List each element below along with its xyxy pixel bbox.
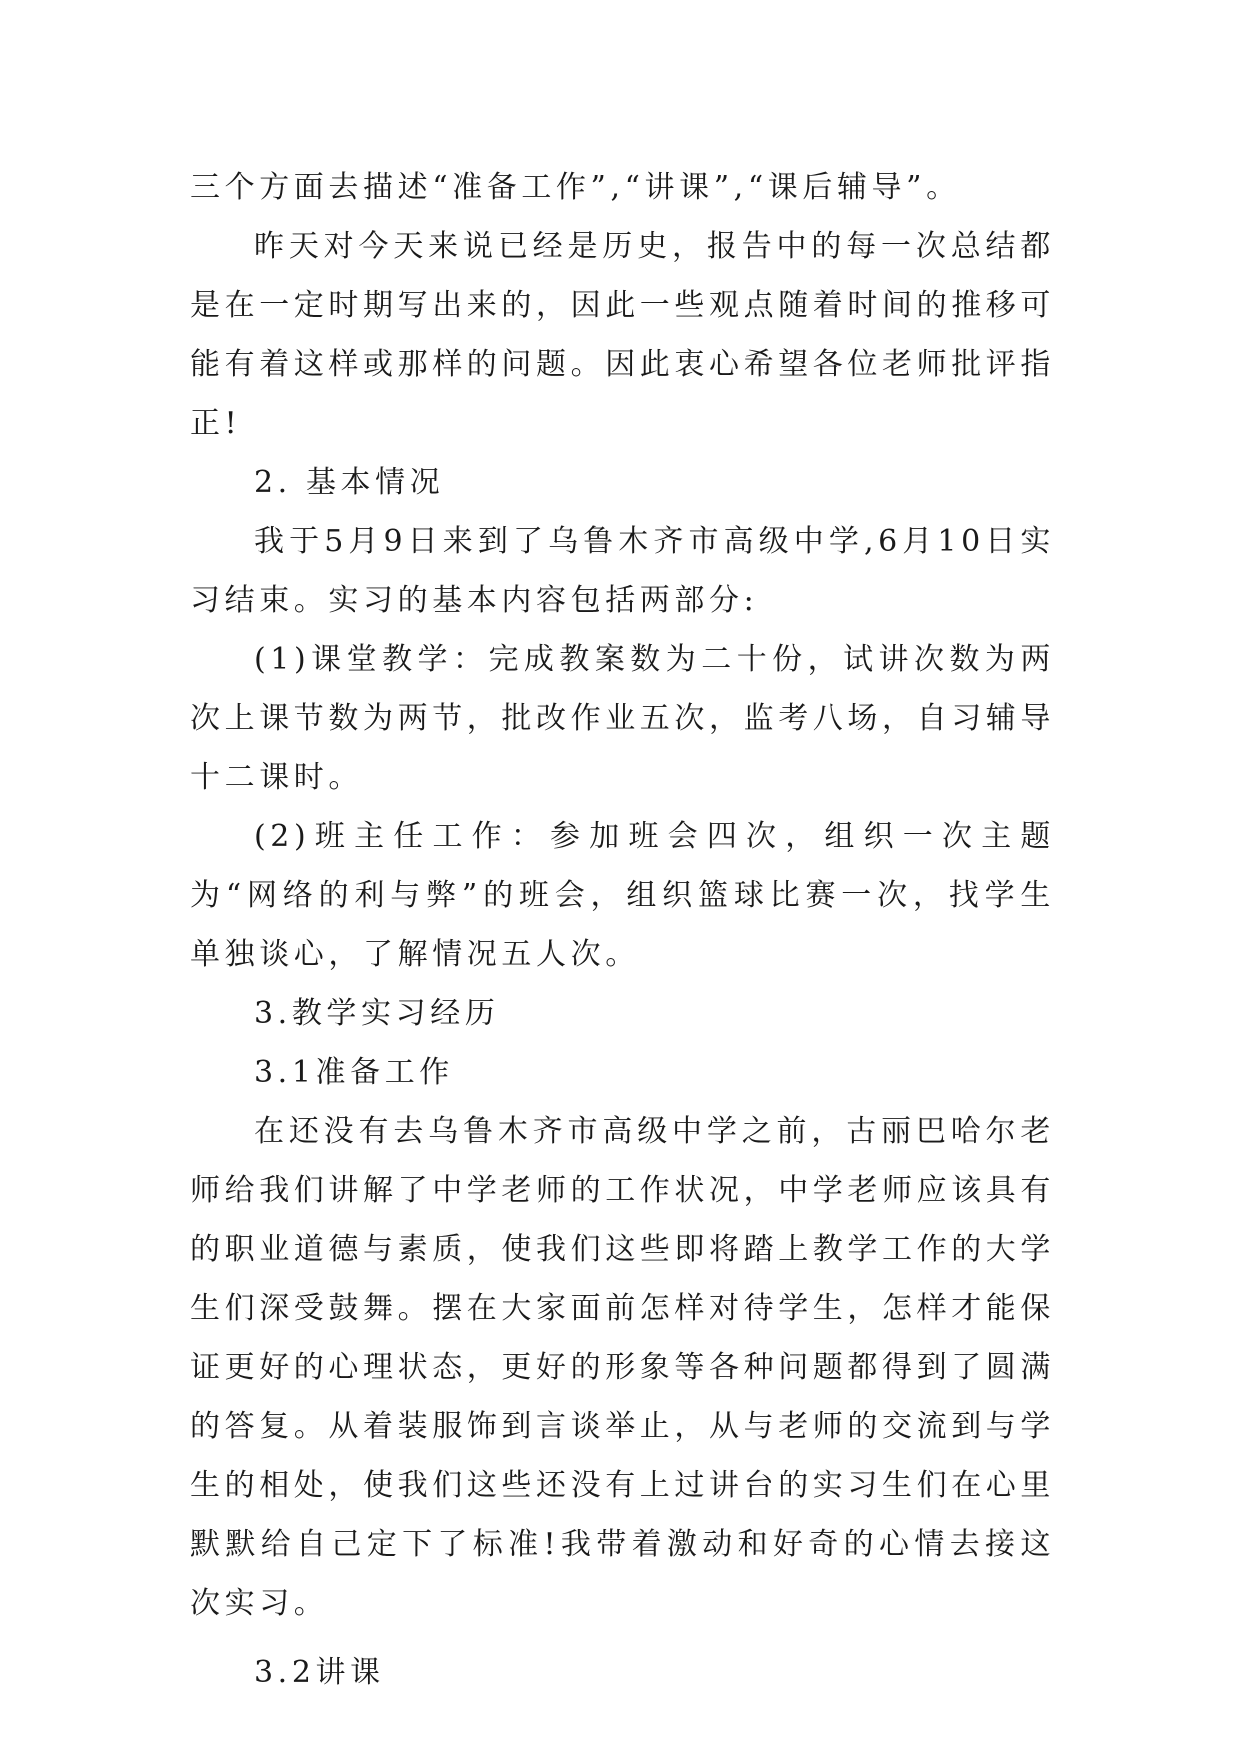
paragraph-preparation: 在还没有去乌鲁木齐市高级中学之前，古丽巴哈尔老师给我们讲解了中学老师的工作状况，中学老师应该具有的职业道德与素质，使我们这些即将踏上教学工作的大学生们深受鼓舞。摆在大家面前怎样对待学生，怎样才能保证更好的心理状态，更好的形象等各种问题都得到了圆满的答复。从着装服饰到言谈举止，从与老师的交流到与学生的相处，使我们这些还没有上过讲台的实习生们在心里默默给自己定下了标准!我带着激动和好奇的心情去接这次实习。 [190,1114,1055,1621]
paragraph-classroom-teaching: (1)课堂教学：完成教案数为二十份，试讲次数为两次上课节数为两节，批改作业五次，监考八场，自习辅导十二课时。 [190,642,1055,795]
paragraph-internship-dates: 我于5月9日来到了乌鲁木齐市高级中学,6月10日实习结束。实习的基本内容包括两部分: [190,524,1055,618]
subsection-heading-lecture: 3.2讲课 [254,1655,385,1690]
document-body [190,158,1055,1702]
section-heading-teaching-experience: 3.教学实习经历 [254,996,500,1031]
paragraph-history-note: 昨天对今天来说已经是历史，报告中的每一次总结都是在一定时期写出来的，因此一些观点随着时间的推移可能有着这样或那样的问题。因此衷心希望各位老师批评指正! [190,229,1055,441]
subsection-heading-preparation: 3.1准备工作 [254,1055,454,1090]
section-heading-basic-info: 2. 基本情况 [254,465,445,500]
paragraph-homeroom-work: (2)班主任工作：参加班会四次，组织一次主题为“网络的利与弊”的班会，组织篮球比赛一次，找学生单独谈心，了解情况五人次。 [190,819,1055,972]
paragraph-continuation: 三个方面去描述“准备工作”,“讲课”,“课后辅导”。 [190,170,961,205]
